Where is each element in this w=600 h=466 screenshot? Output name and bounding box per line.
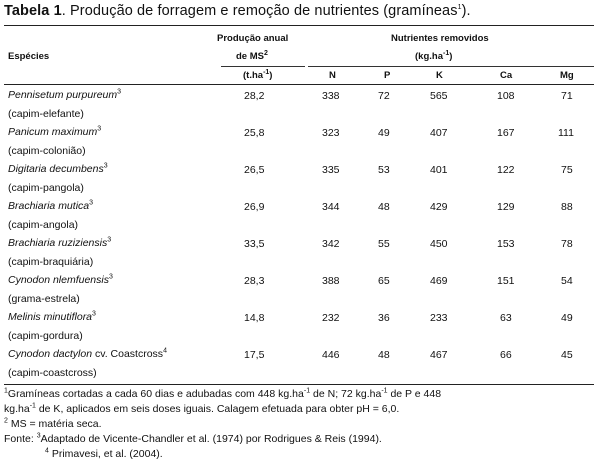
- caption-end: ).: [461, 3, 471, 19]
- species-name: Cynodon nlemfuensis$^3$: [8, 273, 113, 286]
- species-common: (capim-angola): [8, 219, 79, 231]
- header-t-unit: $(t.ha^{-1})$: [243, 68, 273, 81]
- header-nutrientes: Nutrientes removidos: [391, 33, 489, 44]
- cell-p: 55: [378, 238, 390, 250]
- cell-ca: 122: [497, 164, 515, 176]
- cell-k: 565: [430, 90, 448, 102]
- header-ca: Ca: [500, 70, 513, 81]
- species-name: Brachiaria ruziziensis$^3$: [8, 236, 112, 249]
- cell-n: 388: [322, 275, 340, 287]
- species-name: Pennisetum purpureum$^3$: [8, 88, 122, 101]
- species-common: (capim-elefante): [8, 108, 84, 120]
- top-rule: [4, 25, 594, 26]
- cell-k: 407: [430, 127, 448, 139]
- header-rule-producao: [221, 66, 305, 67]
- footnote-source: Fonte: $^3$Adaptado de Vicente-Chandler et al. (1974) por Rodrigues & Reis (1994).: [4, 432, 382, 445]
- header-rule-nutrientes: [308, 66, 594, 67]
- cell-ca: 108: [497, 90, 515, 102]
- footnote-1-line2: $kg.ha^{-1}$ de K, aplicados em seis doses iguais. Calagem efetuada para obter pH = 6,0.: [4, 402, 400, 415]
- cell-p: 72: [378, 90, 390, 102]
- species-name: Digitaria decumbens$^3$: [8, 162, 108, 175]
- header-especies: Espécies: [8, 51, 50, 62]
- cell-k: 233: [430, 312, 448, 324]
- cell-n: 338: [322, 90, 340, 102]
- cell-n: 323: [322, 127, 340, 139]
- cell-mg: 45: [561, 349, 573, 361]
- cell-ms: 28,2: [244, 90, 265, 102]
- cell-ms: 25,8: [244, 127, 265, 139]
- species-name: Cynodon dactylon cv. Coastcross$^4$: [8, 347, 167, 360]
- header-producao-line2: de $MS^2$: [236, 49, 268, 62]
- species-name: Panicum maximum$^3$: [8, 125, 102, 138]
- cell-ms: 17,5: [244, 349, 265, 361]
- cell-p: 65: [378, 275, 390, 287]
- cell-ca: 153: [497, 238, 515, 250]
- footnote-source-2: $^4$ Primavesi, et al. (2004).: [45, 447, 163, 460]
- cell-n: 232: [322, 312, 340, 324]
- cell-mg: 54: [561, 275, 573, 287]
- cell-ca: 129: [497, 201, 515, 213]
- cell-mg: 75: [561, 164, 573, 176]
- caption-sup: 1: [457, 4, 462, 12]
- table-label: Tabela 1: [4, 3, 62, 19]
- cell-n: 342: [322, 238, 340, 250]
- table-caption: [4, 3, 471, 19]
- cell-n: 335: [322, 164, 340, 176]
- cell-k: 450: [430, 238, 448, 250]
- cell-p: 49: [378, 127, 390, 139]
- cell-ms: 28,3: [244, 275, 265, 287]
- cell-k: 429: [430, 201, 448, 213]
- header-mg: Mg: [560, 70, 574, 81]
- species-common: (capim-colonião): [8, 145, 86, 157]
- cell-mg: 78: [561, 238, 573, 250]
- cell-ca: 63: [500, 312, 512, 324]
- cell-p: 48: [378, 201, 390, 213]
- header-n: N: [329, 70, 336, 81]
- cell-mg: 49: [561, 312, 573, 324]
- cell-ca: 167: [497, 127, 515, 139]
- footnote-1: $^1$Gramíneas cortadas a cada 60 dias e adubadas com 448 $kg.ha^{-1}$ de N; 72 $kg.ha^{-1}$ de P e 448: [4, 387, 442, 400]
- cell-k: 401: [430, 164, 448, 176]
- bottom-rule: [4, 384, 594, 385]
- cell-n: 446: [322, 349, 340, 361]
- cell-p: 36: [378, 312, 390, 324]
- cell-ms: 14,8: [244, 312, 265, 324]
- cell-mg: 71: [561, 90, 573, 102]
- species-common: (grama-estrela): [8, 293, 80, 305]
- header-producao-line1: Produção anual: [217, 33, 289, 44]
- header-k: K: [436, 70, 443, 81]
- cell-k: 469: [430, 275, 448, 287]
- cell-p: 48: [378, 349, 390, 361]
- cell-n: 344: [322, 201, 340, 213]
- species-common: (capim-coastcross): [8, 367, 97, 379]
- footnote-2: $^2$ MS = matéria seca.: [4, 417, 102, 430]
- cell-p: 53: [378, 164, 390, 176]
- caption-text: . Produção de forragem e remoção de nutrientes (gramíneas: [61, 3, 458, 19]
- cell-mg: 111: [558, 127, 574, 139]
- species-common: (capim-gordura): [8, 330, 83, 342]
- species-name: Melinis minutiflora$^3$: [8, 310, 96, 323]
- species-common: (capim-pangola): [8, 182, 84, 194]
- species-name: Brachiaria mutica$^3$: [8, 199, 94, 212]
- cell-ca: 151: [497, 275, 515, 287]
- header-kg-unit: $(kg.ha^{-1})$: [415, 49, 453, 62]
- cell-ms: 26,5: [244, 164, 265, 176]
- cell-mg: 88: [561, 201, 573, 213]
- cell-ms: 26,9: [244, 201, 265, 213]
- cell-ms: 33,5: [244, 238, 265, 250]
- cell-k: 467: [430, 349, 448, 361]
- header-bottom-rule: [4, 84, 594, 85]
- cell-ca: 66: [500, 349, 512, 361]
- header-p: P: [384, 70, 391, 81]
- species-common: (capim-braquiária): [8, 256, 94, 268]
